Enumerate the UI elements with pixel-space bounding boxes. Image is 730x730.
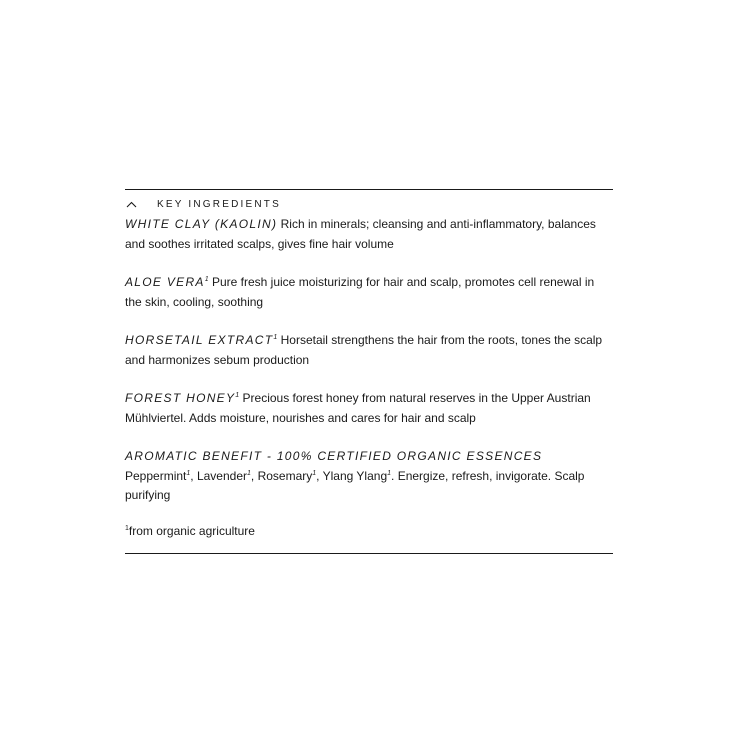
ingredient-name: WHITE CLAY (KAOLIN) xyxy=(125,217,278,231)
bottom-divider xyxy=(125,553,613,554)
ingredient-item xyxy=(125,215,613,254)
key-ingredients-toggle[interactable] xyxy=(125,191,613,217)
ingredient-footnote-marker: 1 xyxy=(235,392,240,399)
ingredient-description: Precious forest honey from natural reserves in the Upper Austrian Mühlviertel. Adds moisture, nourishes and cares for hair and scalp xyxy=(125,391,591,425)
ingredient-footnote-marker: 1 xyxy=(273,334,278,341)
ingredient-description: Rich in minerals; cleansing and anti-inflammatory, balances and soothes irritated scalps, gives fine hair volume xyxy=(125,217,596,251)
ingredient-item xyxy=(125,331,613,370)
ingredient-name: AROMATIC BENEFIT - 100% CERTIFIED ORGANIC ESSENCES xyxy=(125,449,543,463)
section-title: KEY INGREDIENTS xyxy=(157,198,281,210)
top-divider xyxy=(125,189,613,190)
ingredient-item xyxy=(125,389,613,428)
ingredient-name: HORSETAIL EXTRACT xyxy=(125,333,274,347)
ingredient-name: ALOE VERA xyxy=(125,275,205,289)
footnote-text: from organic agriculture xyxy=(128,523,255,538)
ingredient-footnote-marker: 1 xyxy=(204,276,209,283)
ingredients-list xyxy=(125,215,613,541)
chevron-up-icon[interactable] xyxy=(125,198,137,210)
ingredient-description: Peppermint$^1$, Lavender$^1$, Rosemary$^1$, Ylang Ylang$^1$. Energize, refresh, invigorate. Scalp purifying xyxy=(125,468,585,502)
footnote-marker: 1 xyxy=(125,524,129,532)
ingredient-description: Horsetail strengthens the hair from the roots, tones the scalp and harmonizes sebum production xyxy=(125,333,603,367)
key-ingredients-panel xyxy=(125,189,613,554)
ingredient-item xyxy=(125,447,613,506)
organic-footnote xyxy=(125,522,613,542)
ingredient-name: FOREST HONEY xyxy=(125,391,236,405)
ingredient-item xyxy=(125,273,613,312)
ingredient-description: Pure fresh juice moisturizing for hair and scalp, promotes cell renewal in the skin, cooling, soothing xyxy=(125,275,595,309)
